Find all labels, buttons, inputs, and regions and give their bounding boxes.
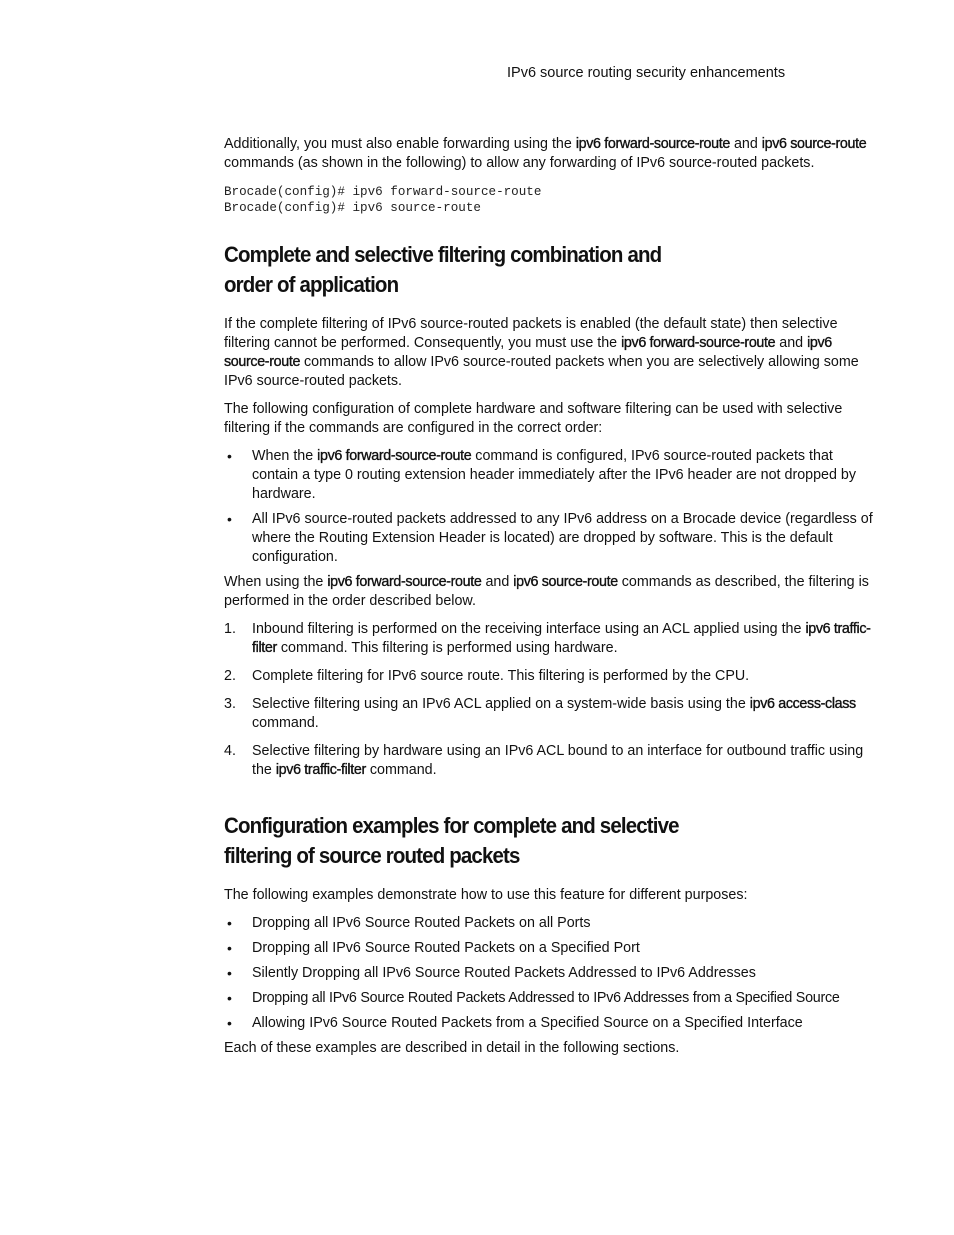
section-heading-configuration-examples: Configuration examples for complete and selective filtering of source routed packets <box>224 813 679 868</box>
list-item: • When the ipv6 forward-source-route command is configured, IPv6 source-routed packets that contain a type 0 routing extension header immediately after the IPv6 header are not dropped by hardware. <box>224 447 874 504</box>
list-item: 1. Inbound filtering is performed on the receiving interface using an ACL applied using the ipv6 traffic-filter command. This filtering is performed using hardware. <box>224 621 871 656</box>
page-body <box>224 135 874 1067</box>
numbered-list <box>224 620 874 780</box>
list-item: • Dropping all IPv6 Source Routed Packets on a Specified Port <box>224 939 874 958</box>
list-item: • All IPv6 source-routed packets addressed to any IPv6 address on a Brocade device (regardless of where the Routing Extension Header is located) are dropped by software. This is the default configuration. <box>224 510 874 567</box>
bullet-list <box>224 914 874 1033</box>
paragraph: Each of these examples are described in detail in the following sections. <box>224 1040 680 1056</box>
paragraph: When using the ipv6 forward-source-route and ipv6 source-route commands as described, the filtering is performed in the order described below. <box>224 574 869 609</box>
command-ipv6-source-route: ipv6 source-route <box>513 574 618 590</box>
command-ipv6-forward-source-route: ipv6 forward-source-route <box>317 448 472 464</box>
list-item: • Silently Dropping all IPv6 Source Routed Packets Addressed to IPv6 Addresses <box>224 964 874 983</box>
code-block <box>224 184 874 216</box>
command-ipv6-forward-source-route: ipv6 forward-source-route <box>621 335 776 351</box>
command-ipv6-forward-source-route: ipv6 forward-source-route <box>575 136 730 152</box>
command-ipv6-forward-source-route: ipv6 forward-source-route <box>327 574 482 590</box>
list-item: 4. Selective filtering by hardware using an IPv6 ACL bound to an interface for outbound traffic using the ipv6 traffic-filter command. <box>224 743 864 778</box>
command-ipv6-source-route: ipv6 source-route <box>224 335 832 370</box>
bullet-list <box>224 447 874 567</box>
running-header: IPv6 source routing security enhancements <box>507 65 786 81</box>
paragraph: If the complete filtering of IPv6 source-routed packets is enabled (the default state) then selective filtering cannot be performed. Consequently, you must use the ipv6 forward-source-route and ipv6 source-route commands to allow IPv6 source-routed packets when you are selectively allowing some IPv6 source-routed packets. <box>224 316 859 389</box>
code-line: Brocade(config)# ipv6 forward-source-route <box>224 185 542 199</box>
list-item: • Dropping all IPv6 Source Routed Packets on all Ports <box>224 914 874 933</box>
command-ipv6-traffic-filter: ipv6 traffic-filter <box>252 621 871 656</box>
list-item: 2. Complete filtering for IPv6 source route. This filtering is performed by the CPU. <box>224 668 750 684</box>
intro-paragraph: Additionally, you must also enable forwarding using the ipv6 forward-source-route and ipv6 source-route commands (as shown in the following) to allow any forwarding of IPv6 source-routed packets. <box>224 136 867 171</box>
command-ipv6-traffic-filter: ipv6 traffic-filter <box>275 762 366 778</box>
command-ipv6-access-class: ipv6 access-class <box>749 696 856 712</box>
code-line: Brocade(config)# ipv6 source-route <box>224 201 481 215</box>
section-heading-filtering-order: Complete and selective filtering combination and order of application <box>224 242 662 297</box>
list-item: 3. Selective filtering using an IPv6 ACL applied on a system-wide basis using the ipv6 access-class command. <box>224 696 856 731</box>
list-item: • Dropping all IPv6 Source Routed Packets Addressed to IPv6 Addresses from a Specified Source <box>224 989 874 1008</box>
paragraph: The following examples demonstrate how to use this feature for different purposes: <box>224 887 748 903</box>
list-item: • Allowing IPv6 Source Routed Packets from a Specified Source on a Specified Interface <box>224 1014 874 1033</box>
command-ipv6-source-route: ipv6 source-route <box>761 136 867 152</box>
paragraph: The following configuration of complete hardware and software filtering can be used with selective filtering if the commands are configured in the correct order: <box>224 401 843 436</box>
